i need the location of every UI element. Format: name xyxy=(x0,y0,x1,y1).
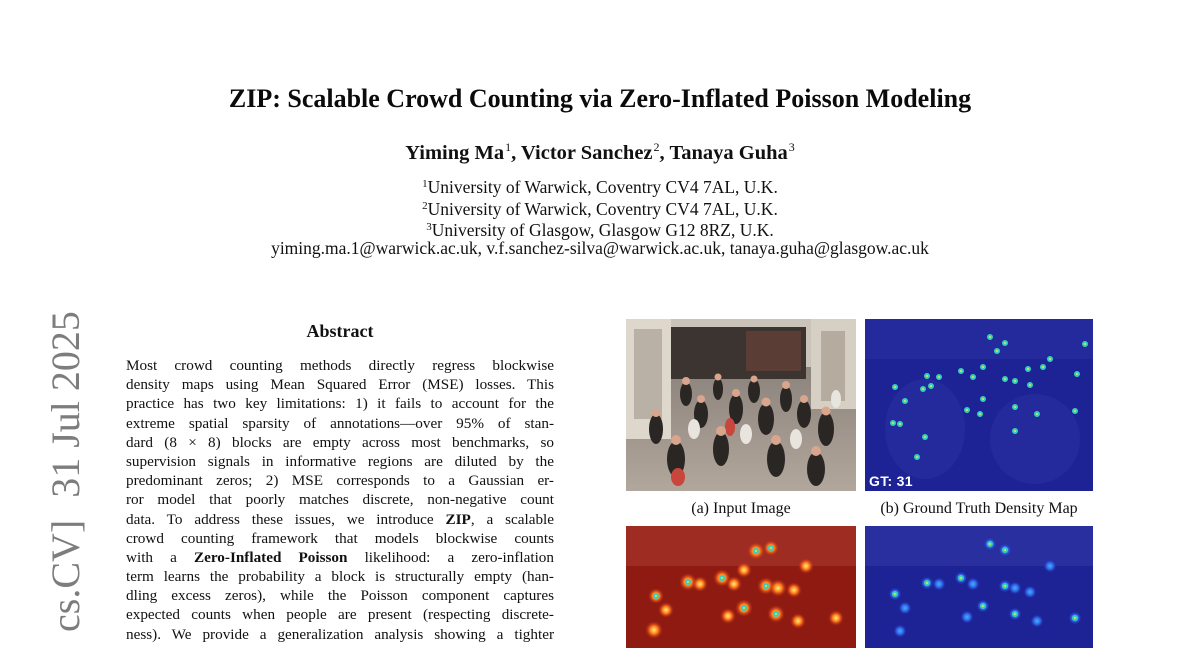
abstract-text: predominant zeros; 2) MSE corresponds to a Gaussian er- xyxy=(126,472,554,490)
abstract-line xyxy=(126,490,554,509)
abstract-line xyxy=(126,452,554,471)
abstract-line xyxy=(126,586,554,605)
abstract-emphasis: ZIP xyxy=(445,510,471,528)
arxiv-stamp xyxy=(43,311,88,632)
abstract-text: Most crowd counting methods directly regress blockwise xyxy=(126,357,554,374)
density-heatmap xyxy=(865,319,1093,491)
abstract-text: term learns the probability a block is structurally empty (han- xyxy=(126,568,554,586)
abstract-text: with a xyxy=(126,548,194,566)
author-list xyxy=(0,140,1200,165)
abstract-line xyxy=(126,375,554,394)
ground-truth-count-label: GT: 31 xyxy=(869,473,913,489)
abstract-line xyxy=(126,605,554,624)
arxiv-category: cs.CV] xyxy=(43,519,88,632)
affiliation-text: University of Warwick, Coventry CV4 7AL, U.K. xyxy=(427,177,778,197)
abstract-line xyxy=(126,529,554,548)
abstract-text: dard (8 × 8) blocks are empty across most benchmarks, so xyxy=(126,433,554,451)
affiliation-mark: 2 xyxy=(422,200,428,212)
abstract-text: ness). We provide a generalization analysis showing a tighter xyxy=(126,625,554,643)
abstract-text: data. To address these issues, we introduce xyxy=(126,510,446,528)
abstract-line xyxy=(126,625,554,644)
abstract-text: ror model that poorly matches discrete, non-negative count xyxy=(126,491,554,509)
predicted-density-map xyxy=(865,526,1093,648)
author-name: Yiming Ma xyxy=(405,142,505,164)
author-affiliation-mark: 1 xyxy=(505,140,512,154)
figure-density-map xyxy=(865,319,1093,491)
author-affiliation-mark: 3 xyxy=(788,140,795,154)
abstract-text: , a scalable xyxy=(470,510,554,528)
abstract-line xyxy=(126,414,554,433)
predicted-overlay xyxy=(626,526,856,648)
abstract-text: extreme spatial sparsity of annotations—over 95% of stan- xyxy=(126,414,554,432)
abstract-line xyxy=(126,548,554,567)
abstract-text: likelihood: a zero-inflation xyxy=(347,548,554,566)
abstract-line xyxy=(126,433,554,452)
abstract-text: crowd counting framework that models blockwise counts xyxy=(126,529,554,547)
crowd-photo xyxy=(626,319,856,491)
abstract-text: practice has two key limitations: 1) it fails to account for the xyxy=(126,395,554,413)
figure-predicted-heatmap xyxy=(626,526,856,648)
abstract-body xyxy=(126,356,554,644)
paper-title: ZIP: Scalable Crowd Counting via Zero-Inflated Poisson Modeling xyxy=(228,84,972,113)
abstract-line xyxy=(126,471,554,490)
abstract-text: dling excess zeros), while the Poisson component captures xyxy=(126,587,554,605)
affiliation-mark: 1 xyxy=(422,178,428,190)
author-affiliation-mark: 2 xyxy=(653,140,660,154)
author-name: Victor Sanchez xyxy=(521,142,653,164)
abstract-text: density maps using Mean Squared Error (MSE) losses. This xyxy=(126,376,554,394)
author-name: Tanaya Guha xyxy=(669,142,788,164)
caption-input-image: (a) Input Image xyxy=(691,500,791,517)
author-separator: , xyxy=(511,142,522,164)
abstract-heading: Abstract xyxy=(306,321,374,341)
affiliation-line xyxy=(0,174,1200,198)
abstract-text: supervision signals in informative regions are diluted by the xyxy=(126,452,554,470)
author-emails: yiming.ma.1@warwick.ac.uk, v.f.sanchez-silva@warwick.ac.uk, tanaya.guha@glasgow.ac.uk xyxy=(271,238,929,258)
abstract-text: expected counts when people are present (respecting discrete- xyxy=(126,606,554,624)
figure-predicted-density xyxy=(865,526,1093,648)
caption-ground-truth: (b) Ground Truth Density Map xyxy=(880,500,1078,517)
figure-input-image xyxy=(626,319,856,491)
abstract-emphasis: Zero-Inflated Poisson xyxy=(193,548,348,566)
abstract-line xyxy=(126,356,554,375)
abstract-line xyxy=(126,567,554,586)
author-separator: , xyxy=(659,142,670,164)
arxiv-date: 31 Jul 2025 xyxy=(43,311,88,498)
affiliation-text: University of Warwick, Coventry CV4 7AL, U.K. xyxy=(427,199,778,219)
affiliation-mark: 3 xyxy=(426,221,432,233)
abstract-line xyxy=(126,510,554,529)
affiliation-text: University of Glasgow, Glasgow G12 8RZ, U.K. xyxy=(431,220,774,240)
abstract-line xyxy=(126,394,554,413)
